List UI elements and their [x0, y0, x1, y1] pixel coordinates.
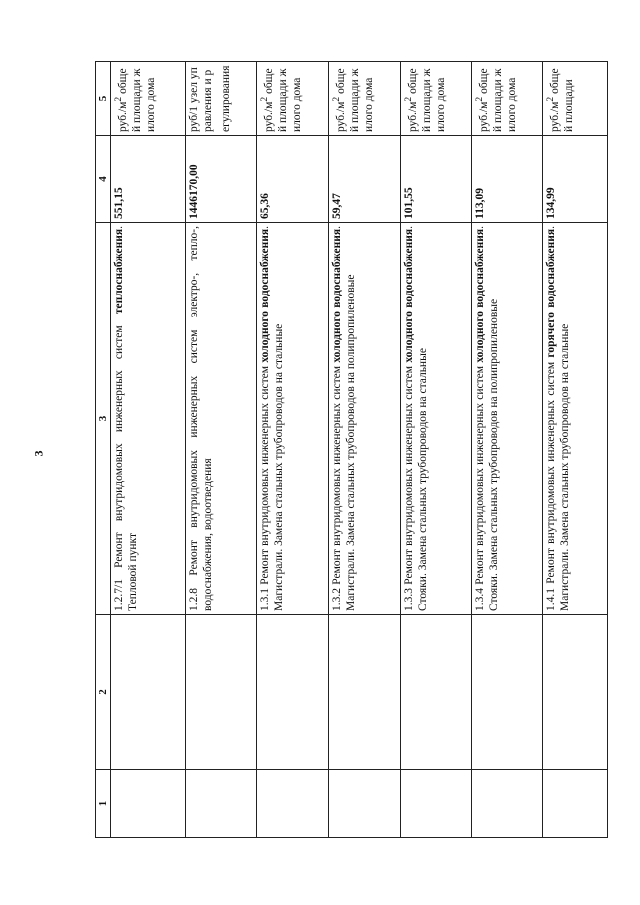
unit-text: руб/1 узел управления и регулирования — [188, 65, 232, 132]
rate-value: 101,55 — [401, 136, 472, 223]
rate-value: 134,99 — [543, 136, 608, 223]
table-row — [186, 62, 257, 838]
description-tail: . Стояки. Замена стальных трубопроводов на стальные — [403, 226, 429, 611]
item-code: 1.3.2 — [331, 588, 343, 611]
system-name: теплоснабжения — [113, 228, 125, 315]
cell-col2 — [111, 615, 186, 770]
work-description — [186, 223, 257, 615]
table-row — [472, 62, 543, 838]
unit-note: общей площади жилого дома — [406, 68, 447, 132]
column-header: 5 — [96, 62, 111, 136]
unit-superscript: 2 — [113, 96, 124, 102]
table-row — [401, 62, 472, 838]
work-description — [257, 223, 329, 615]
unit-note: общей площади жилого дома — [477, 68, 518, 132]
system-name: холодного водоснабжения — [403, 228, 415, 363]
rate-value: 113,09 — [472, 136, 543, 223]
work-description — [401, 223, 472, 615]
column-header: 1 — [96, 770, 111, 838]
description-text: Ремонт внутридомовых инженерных систем электро-, тепло-, водоснабжения, водоотведения — [188, 226, 214, 611]
system-name: холодного водоснабжения — [331, 228, 343, 363]
unit-note: общей площади жилого дома — [116, 68, 157, 132]
unit-of-measure — [329, 62, 401, 136]
cell-col2 — [186, 615, 257, 770]
unit-of-measure — [543, 62, 608, 136]
cell-col1 — [186, 770, 257, 838]
unit-text: руб./м — [548, 101, 561, 132]
system-name: холодного водоснабжения — [259, 228, 271, 363]
description-text: Ремонт внутридомовых инженерных систем — [331, 362, 343, 585]
unit-superscript: 2 — [474, 96, 485, 102]
description-tail: . Стояки. Замена стальных трубопроводов на полипропиленовые — [474, 226, 500, 611]
unit-of-measure — [472, 62, 543, 136]
column-number-row — [96, 62, 111, 838]
document-sheet — [95, 62, 605, 838]
cell-col2 — [543, 615, 608, 770]
rate-value: 1446170,00 — [186, 136, 257, 223]
cell-col2 — [329, 615, 401, 770]
table-row — [257, 62, 329, 838]
unit-of-measure — [186, 62, 257, 136]
description-tail: . Магистрали. Замена стальных трубопроводов на стальные — [259, 226, 285, 611]
unit-note: общей площади — [548, 68, 575, 132]
unit-text: руб./м — [477, 101, 490, 132]
unit-of-measure — [401, 62, 472, 136]
table-row — [111, 62, 186, 838]
unit-note: общей площади жилого дома — [334, 68, 375, 132]
work-description — [111, 223, 186, 615]
rate-value: 551,15 — [111, 136, 186, 223]
unit-superscript: 2 — [545, 96, 556, 102]
rotated-table-container — [95, 62, 605, 838]
cell-col1 — [543, 770, 608, 838]
work-description — [472, 223, 543, 615]
system-name: холодного водоснабжения — [474, 228, 486, 363]
cell-col1 — [401, 770, 472, 838]
cell-col1 — [257, 770, 329, 838]
item-code: 1.2.8 — [188, 588, 200, 611]
unit-text: руб./м — [116, 101, 129, 132]
rates-table — [95, 61, 608, 838]
column-header: 2 — [96, 615, 111, 770]
work-description — [543, 223, 608, 615]
description-text: Ремонт внутридомовых инженерных систем — [403, 362, 415, 585]
page-number: 3 — [31, 450, 46, 457]
unit-superscript: 2 — [403, 96, 414, 102]
unit-text: руб./м — [406, 101, 419, 132]
description-text: Ремонт внутридомовых инженерных систем — [259, 362, 271, 585]
item-code: 1.3.3 — [403, 588, 415, 611]
description-tail: . Магистрали. Замена стальных трубопроводов на полипропиленовые — [331, 226, 357, 611]
description-text: Ремонт внутридомовых инженерных систем — [474, 362, 486, 585]
system-name: горячего водоснабжения — [545, 228, 557, 358]
description-tail: . Тепловой пункт — [113, 226, 139, 611]
rate-value: 65,36 — [257, 136, 329, 223]
cell-col1 — [111, 770, 186, 838]
unit-note: общей площади жилого дома — [262, 68, 303, 132]
unit-text: руб./м — [262, 101, 275, 132]
table-row — [329, 62, 401, 838]
item-code: 1.3.1 — [259, 588, 271, 611]
cell-col2 — [401, 615, 472, 770]
description-tail: . Магистрали. Замена стальных трубопроводов на стальные — [545, 225, 571, 611]
item-code: 1.4.1 — [545, 588, 557, 611]
item-code: 1.3.4 — [474, 588, 486, 611]
unit-superscript: 2 — [259, 96, 270, 102]
table-row — [543, 62, 608, 838]
description-text: Ремонт внутридомовых инженерных систем — [545, 357, 557, 584]
cell-col1 — [329, 770, 401, 838]
unit-of-measure — [257, 62, 329, 136]
item-code: 1.2.7/1 — [113, 579, 125, 611]
unit-superscript: 2 — [331, 96, 342, 102]
rate-value: 59,47 — [329, 136, 401, 223]
column-header: 4 — [96, 136, 111, 223]
cell-col2 — [472, 615, 543, 770]
description-text: Ремонт внутридомовых инженерных систем — [113, 314, 125, 568]
unit-text: руб./м — [334, 101, 347, 132]
unit-of-measure — [111, 62, 186, 136]
cell-col1 — [472, 770, 543, 838]
work-description — [329, 223, 401, 615]
column-header: 3 — [96, 223, 111, 615]
cell-col2 — [257, 615, 329, 770]
